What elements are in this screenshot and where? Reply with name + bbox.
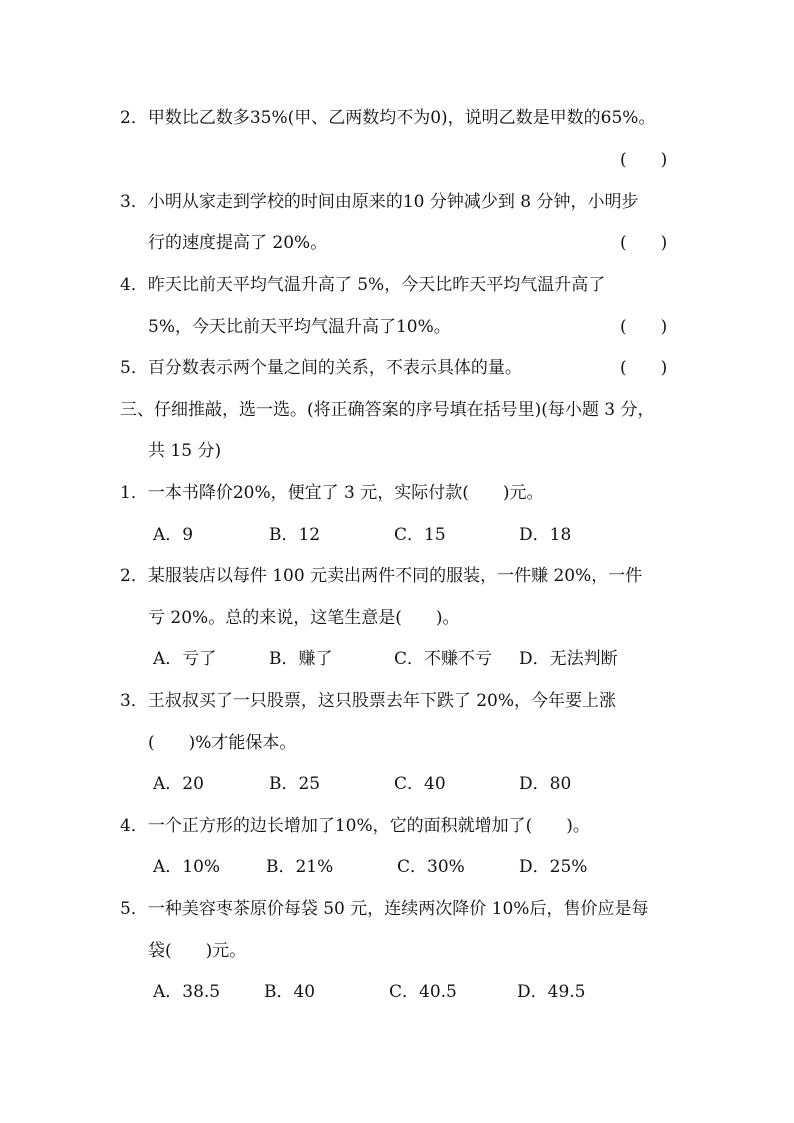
judge-item-3-text-1: 3．小明从家走到学校的时间由原来的10 分钟减少到 8 分钟，小明步 — [120, 192, 639, 212]
choice-2-option-b: B．赚了 — [269, 649, 333, 669]
choice-5-option-b: B．40 — [264, 982, 316, 1002]
choice-5-text-2: 袋( )元。 — [148, 941, 247, 961]
choice-5-options — [0, 977, 794, 1007]
judge-item-3-answer-blank: ( ) — [620, 233, 668, 253]
choice-3-text-2: ( )%才能保本。 — [148, 733, 297, 753]
section-3-heading-line-2 — [0, 436, 794, 466]
judge-item-2-line-1 — [0, 103, 794, 133]
judge-item-5-answer-blank: ( ) — [620, 358, 668, 378]
choice-1-option-c: C．15 — [394, 525, 446, 545]
choice-1-text-1: 1．一本书降价20%，便宜了 3 元，实际付款( )元。 — [120, 483, 544, 503]
section-3-heading-line-1 — [0, 395, 794, 425]
choice-3-line-1 — [0, 686, 794, 716]
choice-3-option-b: B．25 — [269, 774, 321, 794]
choice-1-option-d: D．18 — [519, 525, 572, 545]
choice-4-option-c: C．30% — [397, 857, 465, 877]
choice-4-line-1 — [0, 811, 794, 841]
judge-item-4-answer-blank: ( ) — [620, 317, 668, 337]
choice-5-line-2 — [0, 936, 794, 966]
choice-5-option-a: A．38.5 — [153, 982, 221, 1002]
choice-2-text-2: 亏 20%。总的来说，这笔生意是( )。 — [148, 608, 460, 628]
choice-4-option-a: A．10% — [153, 857, 221, 877]
judge-item-5-line-1 — [0, 353, 794, 383]
section-3-heading-text-2: 共 15 分) — [148, 441, 222, 461]
judge-item-3-text-2: 行的速度提高了 20%。 — [148, 233, 328, 253]
choice-3-line-2 — [0, 728, 794, 758]
choice-3-text-1: 3．王叔叔买了一只股票，这只股票去年下跌了 20%，今年要上涨 — [120, 691, 617, 711]
choice-2-option-d: D．无法判断 — [519, 649, 618, 669]
choice-3-option-a: A．20 — [153, 774, 204, 794]
choice-2-text-1: 2．某服装店以每件 100 元卖出两件不同的服装，一件赚 20%，一件 — [120, 566, 643, 586]
section-3-heading-text-1: 三、仔细推敲，选一选。(将正确答案的序号填在括号里)(每小题 3 分， — [120, 400, 655, 420]
choice-5-text-1: 5．一种美容枣茶原价每袋 50 元，连续两次降价 10%后，售价应是每 — [120, 899, 649, 919]
choice-4-option-d: D．25% — [519, 857, 588, 877]
choice-3-options — [0, 769, 794, 799]
choice-5-line-1 — [0, 894, 794, 924]
choice-2-line-2 — [0, 603, 794, 633]
choice-2-option-a: A．亏了 — [153, 649, 217, 669]
judge-item-4-text-1: 4．昨天比前天平均气温升高了 5%，今天比昨天平均气温升高了 — [120, 275, 606, 295]
choice-4-options — [0, 852, 794, 882]
judge-item-3-line-1 — [0, 187, 794, 217]
choice-1-option-b: B．12 — [269, 525, 321, 545]
judge-item-4-line-1 — [0, 270, 794, 300]
choice-4-option-b: B．21% — [266, 857, 334, 877]
judge-item-4-line-2 — [0, 312, 794, 342]
choice-1-option-a: A．9 — [153, 525, 194, 545]
judge-item-2-line-2 — [0, 145, 794, 175]
choice-2-option-c: C．不赚不亏 — [394, 649, 493, 669]
judge-item-3-line-2 — [0, 228, 794, 258]
choice-5-option-c: C．40.5 — [389, 982, 457, 1002]
judge-item-2-answer-blank: ( ) — [620, 150, 668, 170]
choice-1-options — [0, 520, 794, 550]
choice-5-option-d: D．49.5 — [517, 982, 586, 1002]
judge-item-4-text-2: 5%，今天比前天平均气温升高了10%。 — [148, 317, 451, 337]
choice-2-options — [0, 644, 794, 674]
choice-3-option-c: C．40 — [394, 774, 446, 794]
choice-1-line-1 — [0, 478, 794, 508]
judge-item-5-text-1: 5．百分数表示两个量之间的关系，不表示具体的量。 — [120, 358, 522, 378]
choice-4-text-1: 4．一个正方形的边长增加了10%，它的面积就增加了( )。 — [120, 816, 590, 836]
choice-3-option-d: D．80 — [519, 774, 572, 794]
choice-2-line-1 — [0, 561, 794, 591]
judge-item-2-text-1: 2．甲数比乙数多35%(甲、乙两数均不为0)，说明乙数是甲数的65%。 — [120, 108, 656, 128]
